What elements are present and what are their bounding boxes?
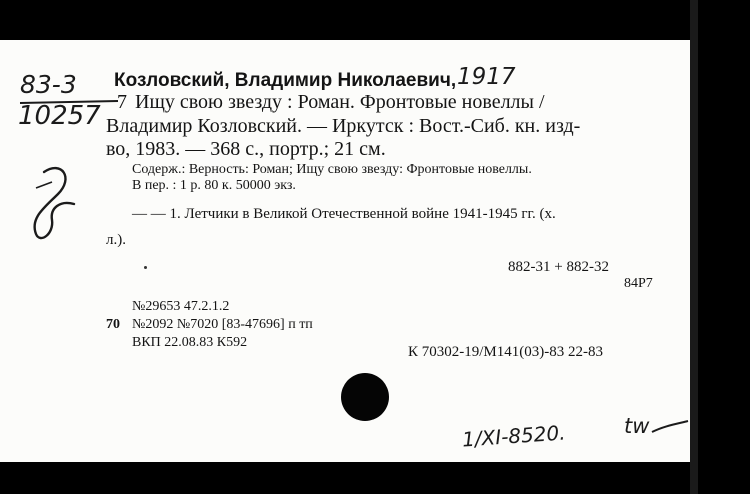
scan-edge-right xyxy=(698,0,750,494)
contents-line-2: В пер. : 1 р. 80 к. 50000 экз. xyxy=(132,178,296,193)
heading-year-handwritten: 1917 xyxy=(457,64,516,90)
classification-line-2: 84Р7 xyxy=(624,276,653,291)
subject-line-2: л.). xyxy=(106,232,126,248)
record-line-1: №29653 47.2.1.2 xyxy=(132,299,230,314)
initials-stroke xyxy=(650,420,690,434)
handwritten-initials: tw xyxy=(624,414,650,438)
title-line-1: Ищу свою звезду : Роман. Фронтовые новеллы / xyxy=(135,91,545,113)
record-line-3: ВКП 22.08.83 К592 xyxy=(132,335,248,350)
record-line-2-prefix: 70 xyxy=(106,317,120,332)
heading-author: Козловский, Владимир Николаевич, xyxy=(114,70,457,91)
catalog-code: К 70302-19/М141(03)-83 22-83 xyxy=(408,344,603,360)
ink-speck xyxy=(144,266,147,269)
classification-line-1: 882-31 + 882-32 xyxy=(508,259,609,275)
call-number-top: 83-3 xyxy=(20,70,77,99)
scan-border-right xyxy=(690,0,698,494)
contents-line-1: Содерж.: Верность: Роман; Ищу свою звезду: Фронтовые новеллы. xyxy=(132,162,532,177)
handwritten-mark xyxy=(22,160,92,250)
subject-line-1: — — 1. Летчики в Великой Отечественной войне 1941-1945 гг. (х. xyxy=(132,206,556,222)
call-number-bottom: 10257 xyxy=(18,101,101,131)
record-line-2: №2092 №7020 [83-47696] п тп xyxy=(132,317,313,332)
title-line-2: Владимир Козловский. — Иркутск : Вост.-Сиб. кн. изд- xyxy=(106,115,581,137)
punch-hole xyxy=(341,373,389,421)
handwritten-date: 1/XI-8520. xyxy=(461,420,567,452)
title-line-3: во, 1983. — 368 с., портр.; 21 см. xyxy=(106,138,386,160)
title-line-mark: 7 xyxy=(117,91,127,113)
